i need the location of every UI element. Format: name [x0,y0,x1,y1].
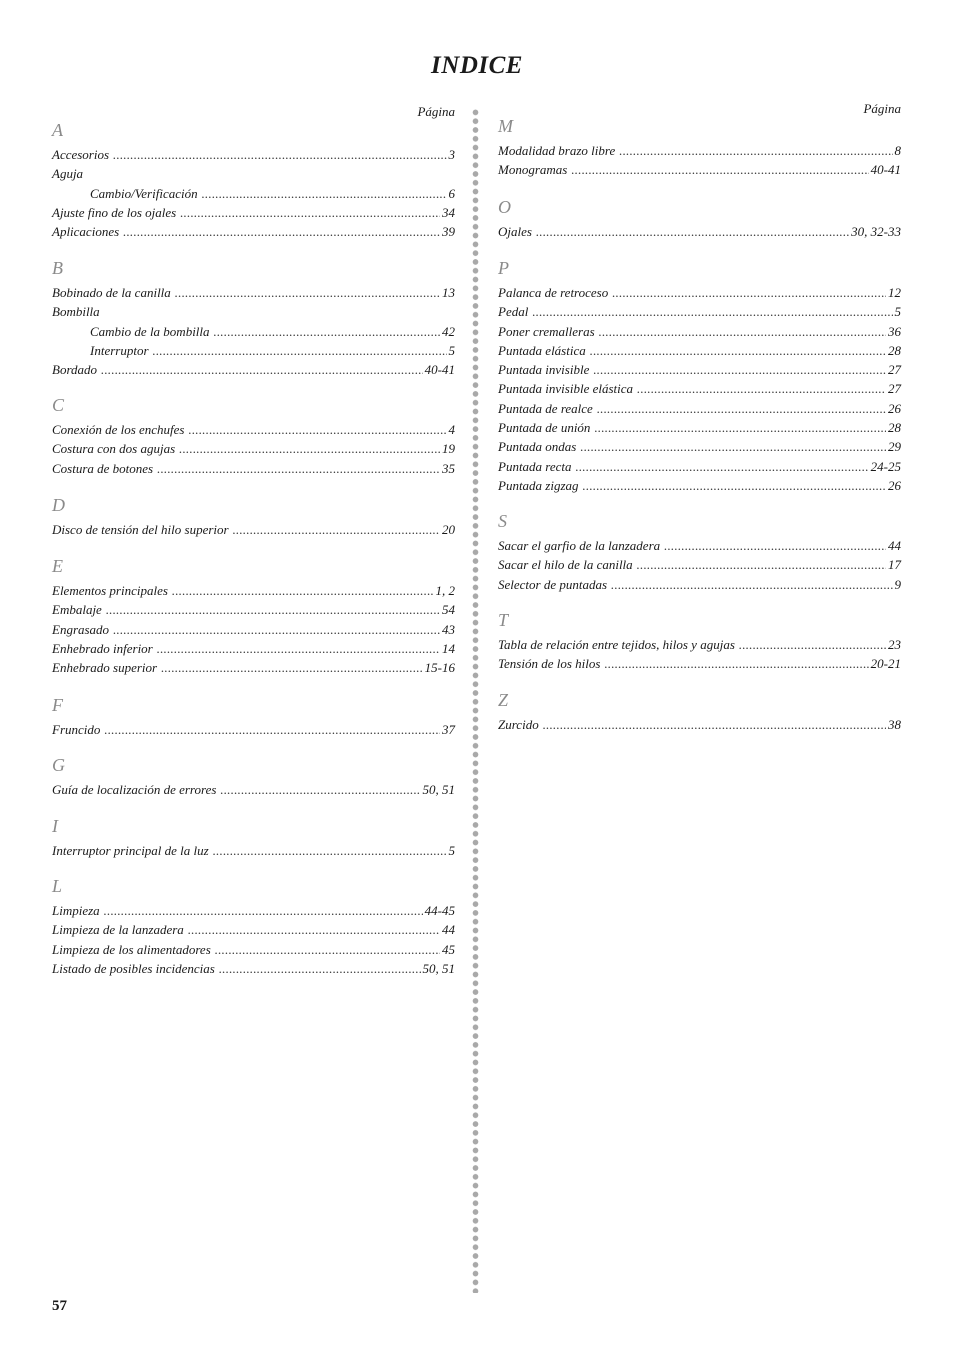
dot-leader [157,459,440,478]
entry-label: Enhebrado superior [52,660,158,676]
section-letter: B [52,258,63,278]
section-letter: L [52,876,63,896]
index-section-s [498,510,901,594]
index-entry [498,715,901,734]
entry-label: Bordado [52,362,98,378]
entry-page: 3 [448,147,455,162]
entry-page: 28 [888,420,901,436]
section-letter: A [52,120,63,140]
page-number: 57 [52,1298,67,1314]
index-entry [498,322,901,341]
entry-page: 40-41 [424,362,455,378]
index-section-t [498,609,901,674]
dot-leader [532,302,892,321]
index-entry [52,940,455,959]
entry-page: 28 [888,342,901,358]
entry-page: 50, 51 [422,782,455,797]
index-entry [52,439,455,458]
entry-page: 23 [888,637,901,652]
section-letter: E [52,556,63,576]
entry-label: Interruptor [90,342,149,358]
index-entry [52,620,455,639]
index-entry [498,654,901,673]
dot-leader [637,379,886,398]
entry-page: 36 [888,323,901,339]
section-letter: G [52,755,65,775]
index-entry [52,720,455,739]
entry-page: 35 [442,460,455,476]
entry-label: Limpieza [52,903,100,918]
entry-label: Pedal [498,304,529,320]
index-section-b [52,257,455,379]
index-entry [498,302,901,321]
index-entry [52,959,455,978]
entry-label: Puntada invisible elástica [498,381,634,397]
index-entry [498,283,901,302]
entry-page: 1, 2 [435,583,455,598]
section-letter: T [498,610,509,630]
dotted-divider [472,108,479,1293]
entry-page: 14 [442,640,455,656]
dot-leader [153,341,447,360]
dot-leader [175,283,440,302]
entry-page: 19 [442,441,455,457]
index-entry [498,418,901,437]
index-entry [52,420,455,439]
entry-label: Limpieza de los alimentadores [52,941,211,957]
index-entry [52,164,455,183]
entry-label: Puntada zigzag [498,477,579,493]
entry-page: 5 [448,342,455,358]
index-entry [498,141,901,160]
dot-leader [233,520,440,539]
index-entry [52,222,455,241]
index-entry [498,399,901,418]
entry-label: Aguja [52,166,84,182]
index-entry [498,635,901,654]
dot-leader [583,476,886,495]
index-entry [498,341,901,360]
index-section-z [498,689,901,734]
dot-leader [576,457,869,476]
dot-leader [593,360,886,379]
index-section-l [52,875,455,978]
index-section-p [498,257,901,495]
dot-leader [213,841,447,860]
dot-leader [580,437,886,456]
index-entry [498,476,901,495]
index-entry [52,780,455,799]
entry-label: Puntada elástica [498,342,586,358]
dot-leader [543,715,886,734]
index-entry [52,283,455,302]
entry-label: Cambio de la bombilla [90,323,210,339]
index-section-m [498,115,901,180]
entry-page: 20-21 [870,656,901,672]
dot-leader [597,399,886,418]
entry-page: 40-41 [870,162,901,178]
index-entry [498,536,901,555]
entry-page: 54 [442,602,455,618]
entry-page: 43 [442,621,455,637]
entry-page: 9 [894,576,901,592]
dot-leader [664,536,886,555]
entry-page: 44 [442,922,455,938]
index-entry [52,341,455,360]
dot-leader [220,780,420,799]
entry-label: Puntada de realce [498,400,593,416]
index-entry [52,203,455,222]
dot-leader [113,620,440,639]
entry-label: Engrasado [52,621,110,637]
entry-page: 26 [888,477,901,493]
index-entry [52,901,455,920]
entry-page: 13 [442,285,455,300]
entry-page: 27 [888,381,901,397]
entry-page: 42 [442,323,455,339]
index-entry [52,581,455,600]
dot-leader [104,720,440,739]
dot-leader [188,920,440,939]
pagina-label: Página [863,101,901,116]
entry-label: Interruptor principal de la luz [52,843,209,858]
entry-label: Guía de localización de errores [52,782,217,797]
entry-page: 4 [448,422,455,437]
index-entry [498,360,901,379]
index-entry [52,184,455,203]
entry-label: Bobinado de la canilla [52,285,171,300]
dot-leader [215,940,440,959]
index-section-f [52,694,455,739]
entry-label: Disco de tensión del hilo superior [52,522,229,537]
entry-page: 24-25 [870,458,901,474]
index-section-o [498,196,901,241]
index-entry [52,459,455,478]
section-letter: P [498,258,509,278]
entry-label: Ojales [498,224,532,239]
index-section-d [52,494,455,539]
entry-page: 30, 32-33 [851,224,901,239]
entry-page: 5 [894,304,901,320]
entry-label: Bombilla [52,304,100,320]
entry-label: Elementos principales [52,583,168,598]
index-entry [498,379,901,398]
dot-leader [104,901,423,920]
dot-leader [637,555,886,574]
entry-label: Tabla de relación entre tejidos, hilos y agujas [498,637,735,652]
index-entry [498,457,901,476]
page-title: INDICE [431,52,523,79]
entry-label: Aplicaciones [52,224,120,240]
entry-page: 50, 51 [422,960,455,976]
entry-page: 20 [442,522,455,537]
entry-label: Embalaje [52,602,102,618]
dot-leader [113,145,446,164]
entry-page: 44-45 [424,903,455,918]
entry-label: Limpieza de la lanzadera [52,922,184,938]
section-letter: S [498,511,507,531]
entry-page: 37 [442,722,455,737]
index-entry [52,841,455,860]
entry-page: 39 [442,224,455,240]
entry-label: Selector de puntadas [498,576,608,592]
dot-leader [202,184,447,203]
entry-page: 15-16 [424,660,455,676]
entry-label: Puntada ondas [498,439,577,455]
entry-label: Monogramas [498,162,568,178]
entry-label: Puntada invisible [498,362,590,378]
index-entry [52,322,455,341]
index-section-i [52,815,455,860]
dot-leader [590,341,886,360]
entry-label: Zurcido [498,717,539,732]
index-entry [498,437,901,456]
entry-page: 34 [442,204,455,220]
entry-label: Costura de botones [52,460,154,476]
dot-leader [123,222,440,241]
entry-label: Sacar el hilo de la canilla [498,557,633,573]
entry-label: Puntada recta [498,458,572,474]
entry-page: 45 [442,941,455,957]
index-section-a [52,119,455,241]
index-entry [52,600,455,619]
entry-label: Modalidad brazo libre [498,143,616,158]
entry-page: 17 [888,557,901,573]
dot-leader [179,439,440,458]
entry-label: Enhebrado inferior [52,640,153,656]
entry-page: 12 [888,285,901,300]
entry-label: Conexión de los enchufes [52,422,185,437]
entry-page: 5 [448,843,455,858]
index-entry [498,222,901,241]
section-letter: O [498,197,511,217]
index-entry [52,658,455,677]
index-entry [498,555,901,574]
dot-leader [172,581,434,600]
dot-leader [594,418,886,437]
dot-leader [612,283,886,302]
dot-leader [604,654,868,673]
entry-label: Cambio/Verificación [90,185,198,201]
entry-page: 26 [888,400,901,416]
index-entry [52,639,455,658]
entry-label: Costura con dos agujas [52,441,176,457]
index-section-e [52,555,455,677]
entry-page: 6 [448,185,455,201]
index-entry [52,145,455,164]
entry-page: 8 [894,143,901,158]
index-entry [52,302,455,321]
dot-leader [189,420,447,439]
index-section-g [52,754,455,799]
index-entry [52,520,455,539]
index-entry [498,575,901,594]
dot-leader [161,658,423,677]
index-entry [498,160,901,179]
entry-label: Fruncido [52,722,101,737]
entry-label: Accesorios [52,147,110,162]
entry-label: Palanca de retroceso [498,285,609,300]
pagina-label: Página [417,104,455,119]
section-letter: Z [498,690,509,710]
dot-leader [106,600,440,619]
section-letter: F [52,695,63,715]
section-letter: M [498,116,513,136]
index-entry [52,920,455,939]
index-section-c [52,394,455,478]
dot-leader [536,222,849,241]
dot-leader [571,160,868,179]
dot-leader [214,322,440,341]
dot-leader [619,141,892,160]
section-letter: D [52,495,65,515]
dot-leader [611,575,892,594]
entry-label: Ajuste fino de los ojales [52,204,177,220]
dot-leader [101,360,423,379]
entry-page: 44 [888,538,901,553]
index-entry [52,360,455,379]
entry-page: 29 [888,439,901,455]
section-letter: I [52,816,58,836]
entry-page: 38 [888,717,901,732]
dot-leader [219,959,421,978]
dot-leader [180,203,440,222]
section-letter: C [52,395,65,415]
entry-label: Tensión de los hilos [498,656,601,672]
entry-page: 27 [888,362,901,378]
dot-leader [157,639,440,658]
entry-label: Puntada de unión [498,420,591,436]
entry-label: Listado de posibles incidencias [52,960,215,976]
entry-label: Poner cremalleras [498,323,595,339]
dot-leader [599,322,886,341]
dot-leader [739,635,886,654]
entry-label: Sacar el garfio de la lanzadera [498,538,661,553]
